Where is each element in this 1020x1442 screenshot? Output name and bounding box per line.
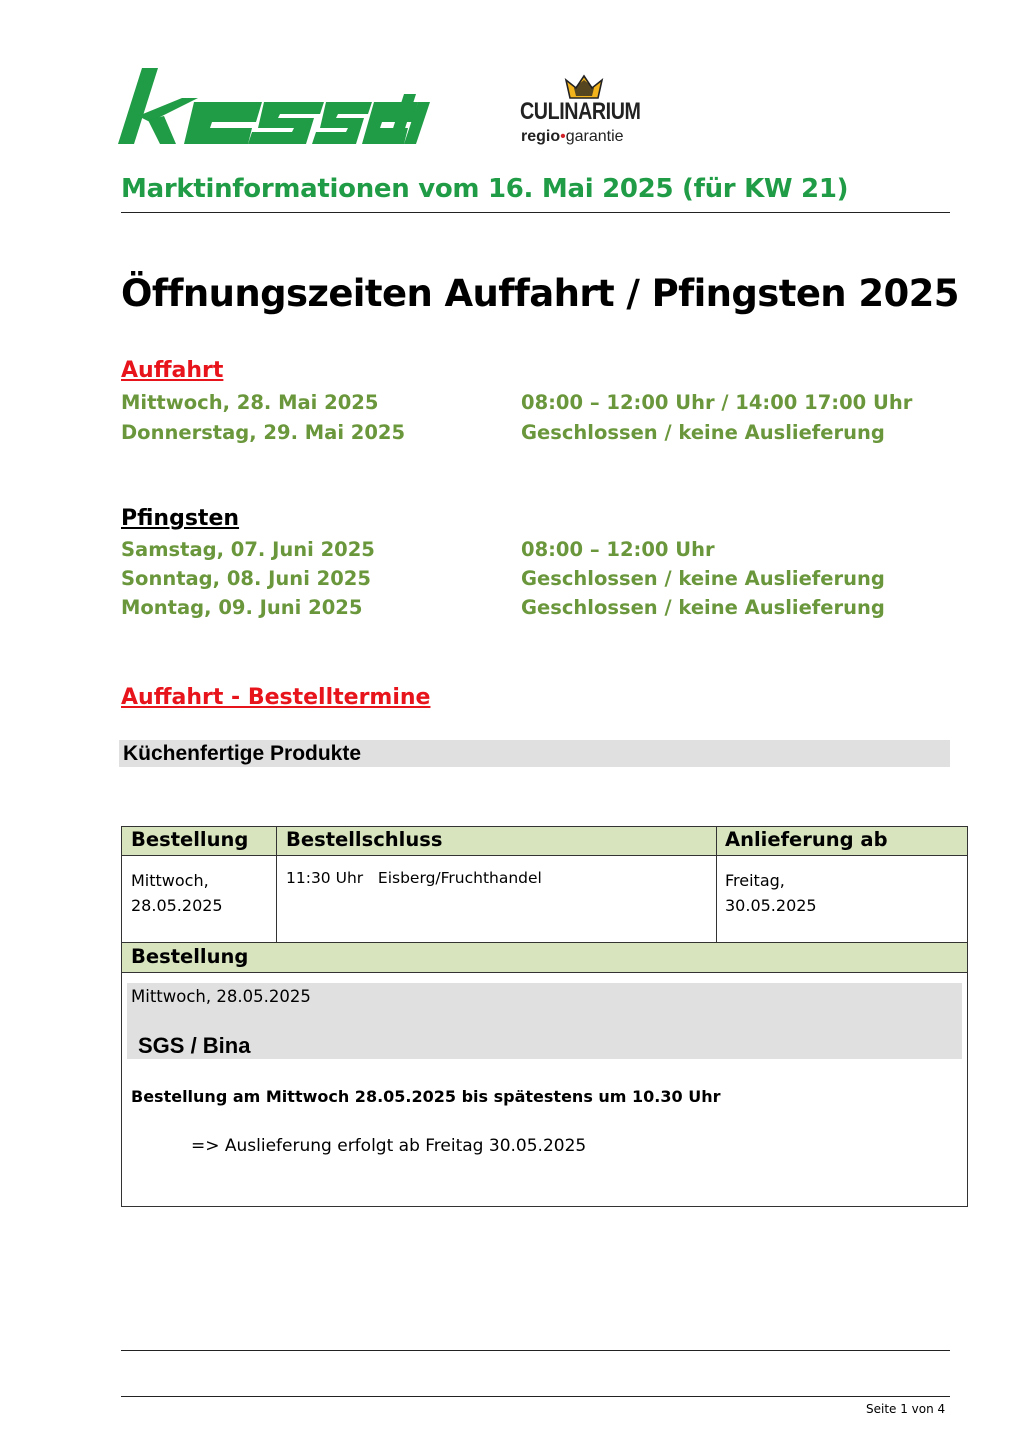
auffahrt-hours-2: Geschlossen / keine Auslieferung [521, 421, 885, 444]
auffahrt-hours-1: 08:00 – 12:00 Uhr / 14:00 17:00 Uhr [521, 391, 913, 414]
pfingsten-day-2: Sonntag, 08. Juni 2025 [121, 567, 371, 590]
bestelltermine-title: Auffahrt - Bestelltermine [121, 685, 431, 710]
pfingsten-hours-3: Geschlossen / keine Auslieferung [521, 596, 885, 619]
cell-bestellung-line2: 28.05.2025 [131, 896, 223, 915]
crown-icon [564, 74, 604, 100]
culinarium-sub-regio: regio [521, 128, 561, 145]
culinarium-logo [516, 70, 656, 152]
header-anlieferung: Anlieferung ab [725, 828, 888, 851]
auffahrt-day-1: Mittwoch, 28. Mai 2025 [121, 391, 379, 414]
table-col-divider-1 [276, 827, 277, 942]
pfingsten-title: Pfingsten [121, 506, 240, 531]
culinarium-sub-garantie: garantie [565, 128, 624, 145]
culinarium-subtitle [521, 128, 624, 146]
cell-bestellschluss: 11:30 Uhr Eisberg/Fruchthandel [286, 869, 542, 887]
pfingsten-hours-1: 08:00 – 12:00 Uhr [521, 538, 715, 561]
auffahrt-title: Auffahrt [121, 358, 224, 383]
second-header-bestellung: Bestellung [131, 945, 249, 968]
footer-divider-top [121, 1350, 950, 1351]
delivery-note: => Auslieferung erfolgt ab Freitag 30.05.2025 [191, 1136, 587, 1156]
header-bestellschluss: Bestellschluss [286, 828, 443, 851]
cell-anlieferung-line1: Freitag, [725, 871, 785, 890]
culinarium-sub-dot: • [560, 128, 566, 145]
kesseli-logo-graphic [112, 64, 432, 148]
header-bestellung: Bestellung [131, 828, 249, 851]
market-title: Marktinformationen vom 16. Mai 2025 (für KW 21) [121, 174, 849, 204]
page-number: Seite 1 von 4 [866, 1402, 946, 1416]
supplier-name: SGS / Bina [138, 1033, 251, 1058]
table-col-divider-2 [716, 827, 717, 942]
category-label: Küchenfertige Produkte [123, 742, 362, 765]
pfingsten-hours-2: Geschlossen / keine Auslieferung [521, 567, 885, 590]
title-divider [121, 212, 950, 213]
cell-bestellung-line1: Mittwoch, [131, 871, 209, 890]
cell-anlieferung-line2: 30.05.2025 [725, 896, 817, 915]
pfingsten-day-1: Samstag, 07. Juni 2025 [121, 538, 375, 561]
footer-divider-bottom [121, 1396, 950, 1397]
order-note-bold: Bestellung am Mittwoch 28.05.2025 bis spätestens um 10.30 Uhr [131, 1087, 721, 1106]
second-date: Mittwoch, 28.05.2025 [131, 987, 311, 1006]
pfingsten-day-3: Montag, 09. Juni 2025 [121, 596, 363, 619]
table-second-header [122, 943, 967, 972]
kesseli-logo [112, 64, 432, 148]
auffahrt-day-2: Donnerstag, 29. Mai 2025 [121, 421, 406, 444]
culinarium-name: CULINARIUM [520, 98, 641, 125]
main-heading: Öffnungszeiten Auffahrt / Pfingsten 2025 [121, 272, 959, 315]
table-second-header-divider [122, 972, 967, 973]
table-header-divider [122, 855, 967, 856]
